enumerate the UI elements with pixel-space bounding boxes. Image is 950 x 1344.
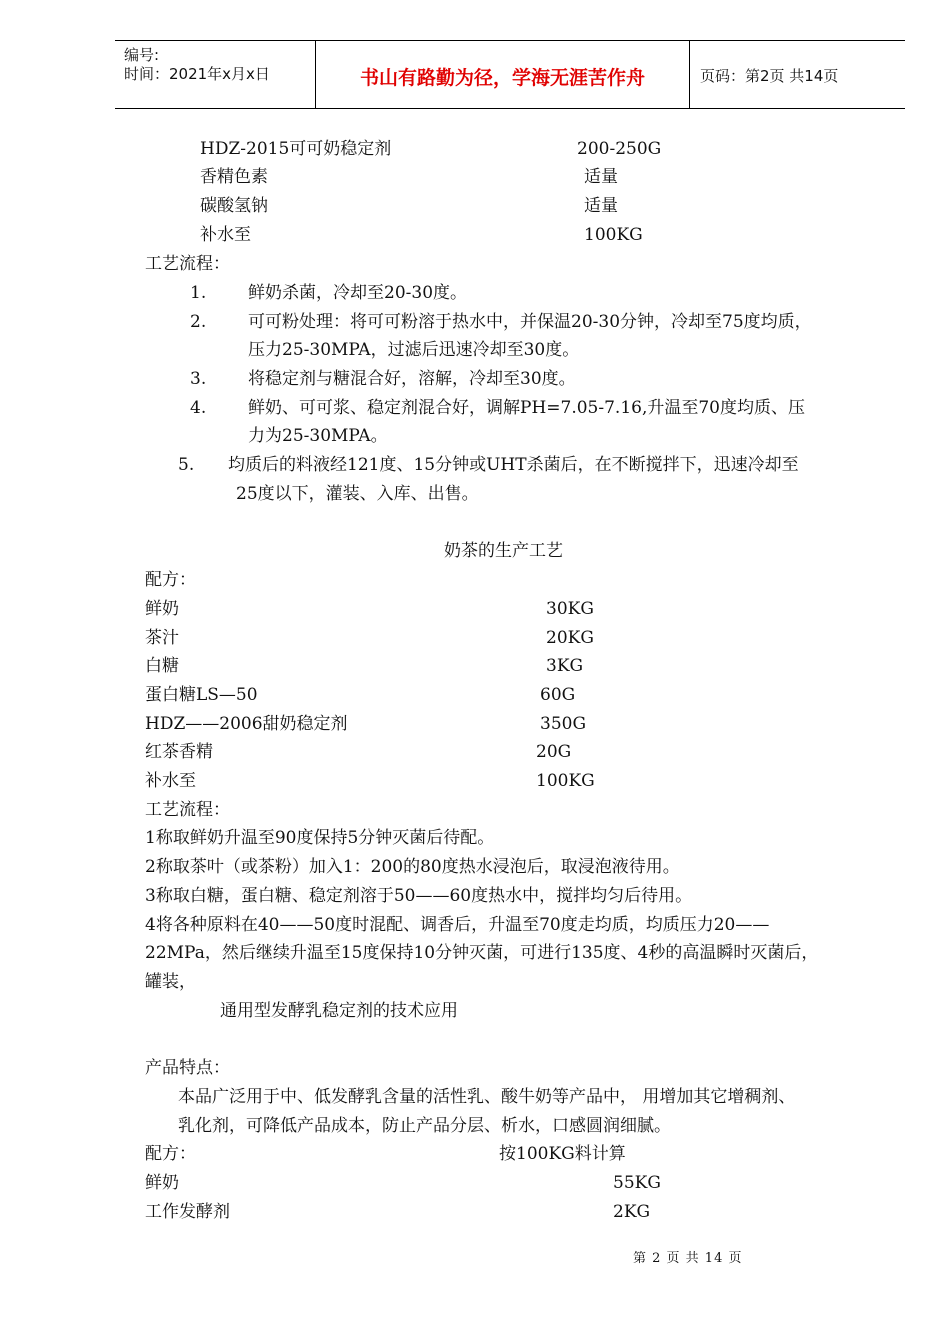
ingredient-amount: 100KG: [584, 225, 643, 245]
ingredient-name: 鲜奶: [145, 1173, 179, 1193]
ingredient-amount: 适量: [584, 167, 618, 187]
header-motto: 书山有路勤为径，学海无涯苦作舟: [359, 67, 645, 89]
step-text: 将稳定剂与糖混合好，溶解，冷却至30度。: [248, 369, 576, 389]
ingredient-amount: 3KG: [546, 656, 584, 676]
ingredient-amount: 55KG: [613, 1173, 661, 1193]
header-page-label: 页码：第2页 共14页: [700, 67, 839, 85]
ingredient-amount: 适量: [584, 196, 618, 216]
ingredient-amount: 20G: [536, 742, 572, 762]
ingredient-name: 红茶香精: [145, 742, 213, 762]
page-footer: 第 2 页 共 14 页: [633, 1251, 743, 1266]
ingredient-name: 补水至: [200, 225, 251, 245]
step-number: 1.: [190, 283, 207, 303]
header-page-cell: [690, 41, 905, 108]
ingredient-name: 蛋白糖LS—50: [145, 685, 258, 705]
header-motto-cell: [316, 41, 690, 108]
ingredient-amount: 60G: [540, 685, 576, 705]
step-text: 25度以下，灌装、入库、出售。: [236, 484, 479, 504]
step-text: 3称取白糖，蛋白糖、稳定剂溶于50——60度热水中，搅拌均匀后待用。: [145, 886, 693, 906]
doc-number-label: 编号:: [124, 46, 160, 64]
formula-note: 按100KG料计算: [499, 1144, 626, 1164]
step-text: 4将各种原料在40——50度时混配、调香后，升温至70度走均质，均质压力20——: [145, 915, 770, 935]
ingredient-amount: 350G: [540, 714, 587, 734]
step-text: 压力25-30MPA，过滤后迅速冷却至30度。: [248, 340, 580, 360]
step-text: 2称取茶叶（或茶粉）加入1：200的80度热水浸泡后，取浸泡液待用。: [145, 857, 680, 877]
step-number: 5.: [178, 455, 195, 475]
ingredient-name: 鲜奶: [145, 599, 179, 619]
process-title: 工艺流程：: [145, 254, 230, 274]
features-label: 产品特点：: [145, 1058, 230, 1078]
section-title: 奶茶的生产工艺: [444, 541, 563, 561]
formula-label: 配方：: [145, 1144, 196, 1164]
step-text: 均质后的料液经121度、15分钟或UHT杀菌后，在不断搅拌下，迅速冷却至: [228, 455, 799, 475]
ingredient-name: 碳酸氢钠: [200, 196, 268, 216]
formula-label: 配方：: [145, 570, 196, 590]
ingredient-amount: 2KG: [613, 1202, 651, 1222]
ingredient-amount: 20KG: [546, 628, 594, 648]
step-text: 22MPa，然后继续升温至15度保持10分钟灭菌，可进行135度、4秒的高温瞬时灭菌后，: [145, 943, 819, 963]
process-title: 工艺流程：: [145, 800, 230, 820]
step-text: 鲜奶杀菌，冷却至20-30度。: [248, 283, 468, 303]
ingredient-amount: 30KG: [546, 599, 594, 619]
ingredient-amount: 200-250G: [577, 139, 662, 159]
header-meta-cell: [115, 41, 316, 108]
ingredient-name: HDZ——2006甜奶稳定剂: [145, 714, 348, 734]
step-text: 鲜奶、可可浆、稳定剂混合好，调解PH=7.05-7.16,升温至70度均质、压: [248, 398, 805, 418]
ingredient-name: HDZ-2015可可奶稳定剂: [200, 139, 392, 159]
ingredient-name: 补水至: [145, 771, 196, 791]
features-text: 本品广泛用于中、低发酵乳含量的活性乳、酸牛奶等产品中， 用增加其它增稠剂、: [178, 1087, 796, 1107]
step-number: 4.: [190, 398, 207, 418]
ingredient-name: 工作发酵剂: [145, 1202, 230, 1222]
section-title: 通用型发酵乳稳定剂的技术应用: [220, 1001, 458, 1021]
step-text: 力为25-30MPA。: [248, 426, 388, 446]
features-text: 乳化剂，可降低产品成本，防止产品分层、析水，口感圆润细腻。: [178, 1116, 671, 1136]
step-text: 1称取鲜奶升温至90度保持5分钟灭菌后待配。: [145, 828, 495, 848]
ingredient-name: 白糖: [145, 656, 179, 676]
ingredient-name: 茶汁: [145, 628, 179, 648]
ingredient-amount: 100KG: [536, 771, 595, 791]
step-text: 可可粉处理：将可可粉溶于热水中，并保温20-30分钟，冷却至75度均质，: [248, 312, 812, 332]
ingredient-name: 香精色素: [200, 167, 268, 187]
page-header: [115, 40, 905, 109]
step-number: 2.: [190, 312, 207, 332]
step-text: 罐装，: [145, 972, 196, 992]
step-number: 3.: [190, 369, 207, 389]
doc-time-label: 时间：2021年x月x日: [124, 65, 270, 83]
